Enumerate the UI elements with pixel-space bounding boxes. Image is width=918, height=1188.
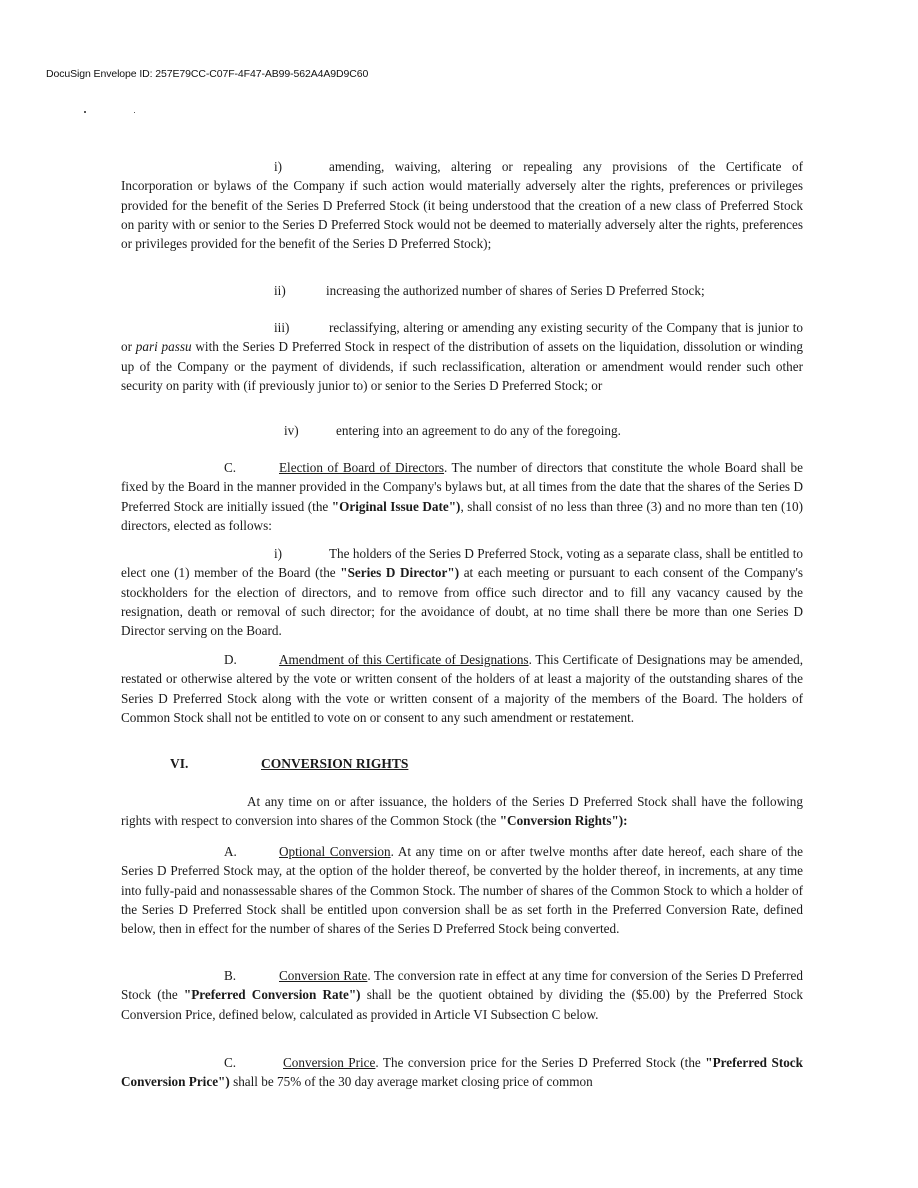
section-c-conversion-price <box>121 1053 803 1092</box>
defined-term: "Series D Director") <box>340 565 460 581</box>
section-letter: B. <box>224 968 237 983</box>
defined-term: "Preferred Conversion Rate") <box>183 987 361 1003</box>
section-text-cont: , shall consist of no less than three (3) and no more than ten (10) directors, elected as follows: <box>121 498 804 533</box>
section-b-conversion-rate <box>121 966 803 1024</box>
clause-text-cont: with the Series D Preferred Stock in respect of the distribution of assets on the liquidation, dissolution or winding up of the Company or the payment of dividends, if such reclassification, alteration or amendment would render such other security on parity with (if previously junior to) or senior to the Series D Preferred Stock; or <box>121 339 804 393</box>
section-c-subclause-i <box>121 544 803 640</box>
article-vi-intro <box>121 792 803 831</box>
clause-text: The holders of the Series D Preferred Stock, voting as a separate class, shall be entitled to elect one (1) member of the Board (the <box>121 546 803 581</box>
clause-italic-term: pari passu <box>135 339 192 355</box>
section-d-amendment <box>121 650 803 727</box>
section-text-cont: shall be the quotient obtained by dividing the ($5.00) by the Preferred Stock Conversion Price, defined below, calculated as provided in Article VI Subsection C below. <box>121 987 804 1022</box>
article-title: CONVERSION RIGHTS <box>261 756 409 771</box>
scan-speck <box>134 112 135 113</box>
section-title: Election of Board of Directors <box>279 460 445 475</box>
section-title: Optional Conversion <box>279 844 391 859</box>
clause-item-iv <box>121 421 803 440</box>
defined-term: "Original Issue Date") <box>331 498 461 514</box>
section-letter: D. <box>224 652 237 667</box>
section-a-optional-conversion <box>121 842 803 938</box>
defined-term: "Preferred Stock Conversion Price") <box>121 1055 803 1090</box>
scan-speck <box>84 111 86 113</box>
clause-text: entering into an agreement to do any of the foregoing. <box>336 423 621 438</box>
docusign-envelope-id: DocuSign Envelope ID: 257E79CC-C07F-4F47-AB99-562A4A9D9C60 <box>46 68 369 80</box>
clause-text: reclassifying, altering or amending any existing security of the Company that is junior to or <box>121 320 803 355</box>
section-text: . The number of directors that constitute the whole Board shall be fixed by the Board in the manner provided in the Company's bylaws but, at all times from the date that the shares of the Series D Preferred Stock are initially issued (the <box>121 460 803 514</box>
section-title: Amendment of this Certificate of Designations <box>279 652 529 667</box>
section-title: Conversion Rate <box>279 968 368 983</box>
clause-text-cont: at each meeting or pursuant to each consent of the Company's stockholders for the election of directors, and to remove from office such director and to fill any vacancy caused by the resignation, death or removal of such director; for the avoidance of doubt, at no time shall there be more than one Series D Director serving on the Board. <box>121 565 803 639</box>
defined-term: "Conversion Rights"): <box>499 813 628 829</box>
section-letter: C. <box>224 1055 237 1070</box>
section-letter: A. <box>224 844 237 859</box>
article-number: VI. <box>170 756 189 771</box>
clause-item-iii <box>121 318 803 395</box>
clause-number: i) <box>274 159 283 174</box>
section-text-cont: shall be 75% of the 30 day average market closing price of common <box>229 1074 593 1090</box>
clause-number: i) <box>274 546 283 561</box>
clause-text: increasing the authorized number of shares of Series D Preferred Stock; <box>326 283 705 298</box>
intro-text: At any time on or after issuance, the holders of the Series D Preferred Stock shall have the following rights with respect to conversion into shares of the Common Stock (the <box>121 794 803 829</box>
section-c-election-of-board <box>121 458 803 535</box>
clause-number: iv) <box>284 423 299 438</box>
clause-text: amending, waiving, altering or repealing any provisions of the Certificate of Incorporation or bylaws of the Company if such action would materially adversely alter the rights, preferences or privileges provided for the benefit of the Series D Preferred Stock (it being understood that the creation of a new class of Preferred Stock on parity with or senior to the Series D Preferred Stock would not be deemed to materially adversely alter the rights, preferences or privileges provided for the benefit of the Series D Preferred Stock); <box>121 159 803 252</box>
section-letter: C. <box>224 460 237 475</box>
section-title: Conversion Price <box>283 1055 376 1070</box>
section-text: . This Certificate of Designations may be amended, restated or otherwise altered by the vote or written consent of the holders of at least a majority of the outstanding shares of the Series D Preferred Stock along with the vote or written consent of a majority of the members of the Board. The holders of Common Stock shall not be entitled to vote on or consent to any such amendment or restatement. <box>121 652 804 725</box>
clause-item-i <box>121 157 803 253</box>
clause-number: iii) <box>274 320 290 335</box>
clause-item-ii <box>121 281 803 300</box>
section-text: . The conversion price for the Series D Preferred Stock (the <box>375 1055 706 1070</box>
clause-number: ii) <box>274 283 286 298</box>
section-text: . The conversion rate in effect at any time for conversion of the Series D Preferred Stock (the <box>121 968 803 1003</box>
section-text: . At any time on or after twelve months after date hereof, each share of the Series D Preferred Stock may, at the option of the holder thereof, be converted by the holder thereof, in increments, at any time into fully-paid and nonassessable shares of the Common Stock. The number of shares of the Common Stock to which a holder of the Series D Preferred Stock shall be entitled upon conversion shall be as set forth in the Preferred Conversion Rate, defined below, then in effect for the number of shares of the Series D Preferred Stock being converted. <box>121 844 803 937</box>
